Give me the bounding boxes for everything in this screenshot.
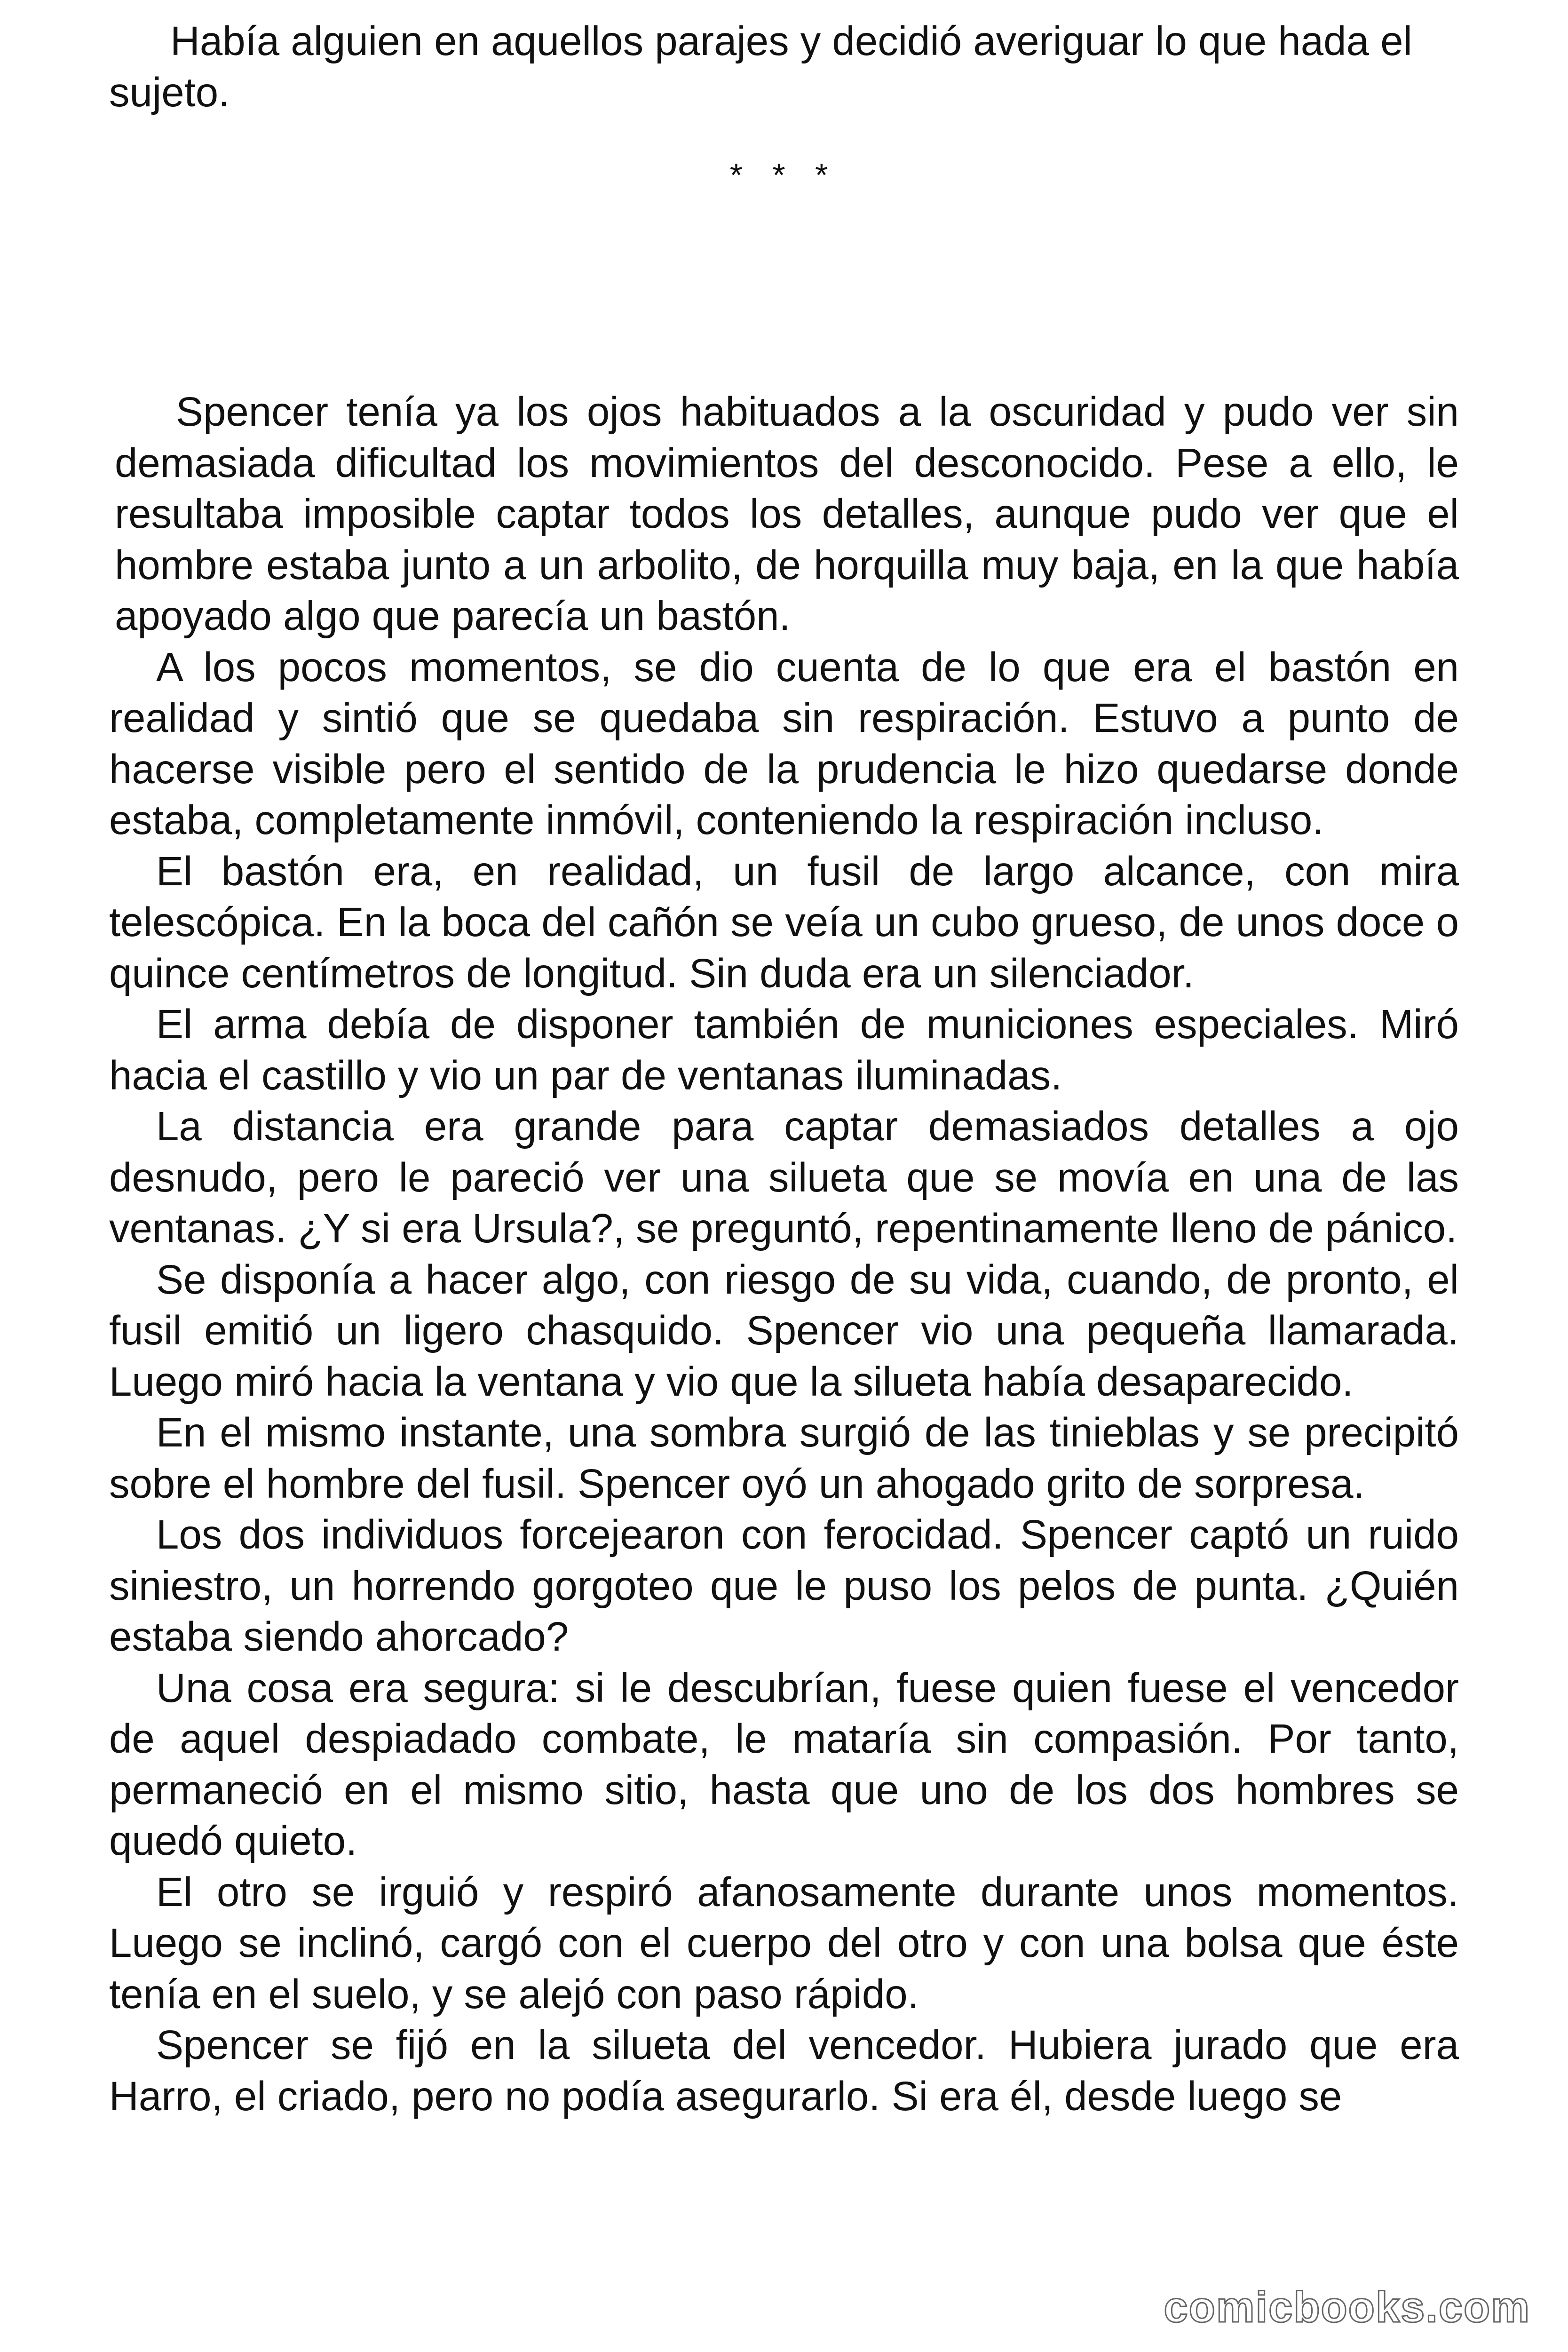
paragraph: Spencer tenía ya los ojos habituados a la oscuridad y pudo ver sin demasiada dificultad los movimientos del desconocido. Pese a ello, le resultaba imposible captar todos los detalles, aunque pudo ver que el hombre estaba junto a un arbolito, de horquilla muy baja, en la que había apoyado algo que parecía un bastón.: [115, 389, 1459, 639]
scene-separator: * * *: [729, 157, 839, 193]
paragraph: El arma debía de disponer también de municiones especiales. Miró hacia el castillo y vio un par de ventanas iluminadas.: [109, 1001, 1459, 1098]
main-text: [109, 387, 1459, 2122]
paragraph: La distancia era grande para captar demasiados detalles a ojo desnudo, pero le pareció ver una silueta que se movía en una de las ventanas. ¿Y si era Ursula?, se preguntó, repentinamente lleno de pánico.: [109, 1104, 1459, 1251]
intro-text: [109, 16, 1459, 118]
watermark-logo: comicbooks.com: [1164, 2283, 1530, 2331]
paragraph: Spencer se fijó en la silueta del vencedor. Hubiera jurado que era Harro, el criado, pero no podía asegurarlo. Si era él, desde luego se: [109, 2022, 1459, 2119]
paragraph: El otro se irguió y respiró afanosamente durante unos momentos. Luego se inclinó, cargó con el cuerpo del otro y con una bolsa que éste tenía en el suelo, y se alejó con paso rápido.: [109, 1869, 1459, 2017]
paragraph: Una cosa era segura: si le descubrían, fuese quien fuese el vencedor de aquel despiadado combate, le mataría sin compasión. Por tanto, permaneció en el mismo sitio, hasta que uno de los dos hombres se quedó quieto.: [109, 1665, 1459, 1864]
paragraph: A los pocos momentos, se dio cuenta de lo que era el bastón en realidad y sintió que se quedaba sin respiración. Estuvo a punto de hacerse visible pero el sentido de la prudencia le hizo quedarse donde estaba, completamente inmóvil, conteniendo la respiración incluso.: [109, 644, 1459, 843]
paragraph: El bastón era, en realidad, un fusil de largo alcance, con mira telescópica. En la boca del cañón se veía un cubo grueso, de unos doce o quince centímetros de longitud. Sin duda era un silenciador.: [109, 848, 1459, 996]
intro-paragraph: Había alguien en aquellos parajes y decidió averiguar lo que hada el sujeto.: [109, 18, 1412, 115]
paragraph: Se disponía a hacer algo, con riesgo de su vida, cuando, de pronto, el fusil emitió un ligero chasquido. Spencer vio una pequeña llamarada. Luego miró hacia la ventana y vio que la silueta había desaparecido.: [109, 1256, 1459, 1405]
paragraph: En el mismo instante, una sombra surgió de las tinieblas y se precipitó sobre el hombre del fusil. Spencer oyó un ahogado grito de sorpresa.: [109, 1410, 1459, 1507]
paragraph: Los dos individuos forcejearon con ferocidad. Spencer captó un ruido siniestro, un horrendo gorgoteo que le puso los pelos de punta. ¿Quién estaba siendo ahorcado?: [109, 1512, 1459, 1660]
